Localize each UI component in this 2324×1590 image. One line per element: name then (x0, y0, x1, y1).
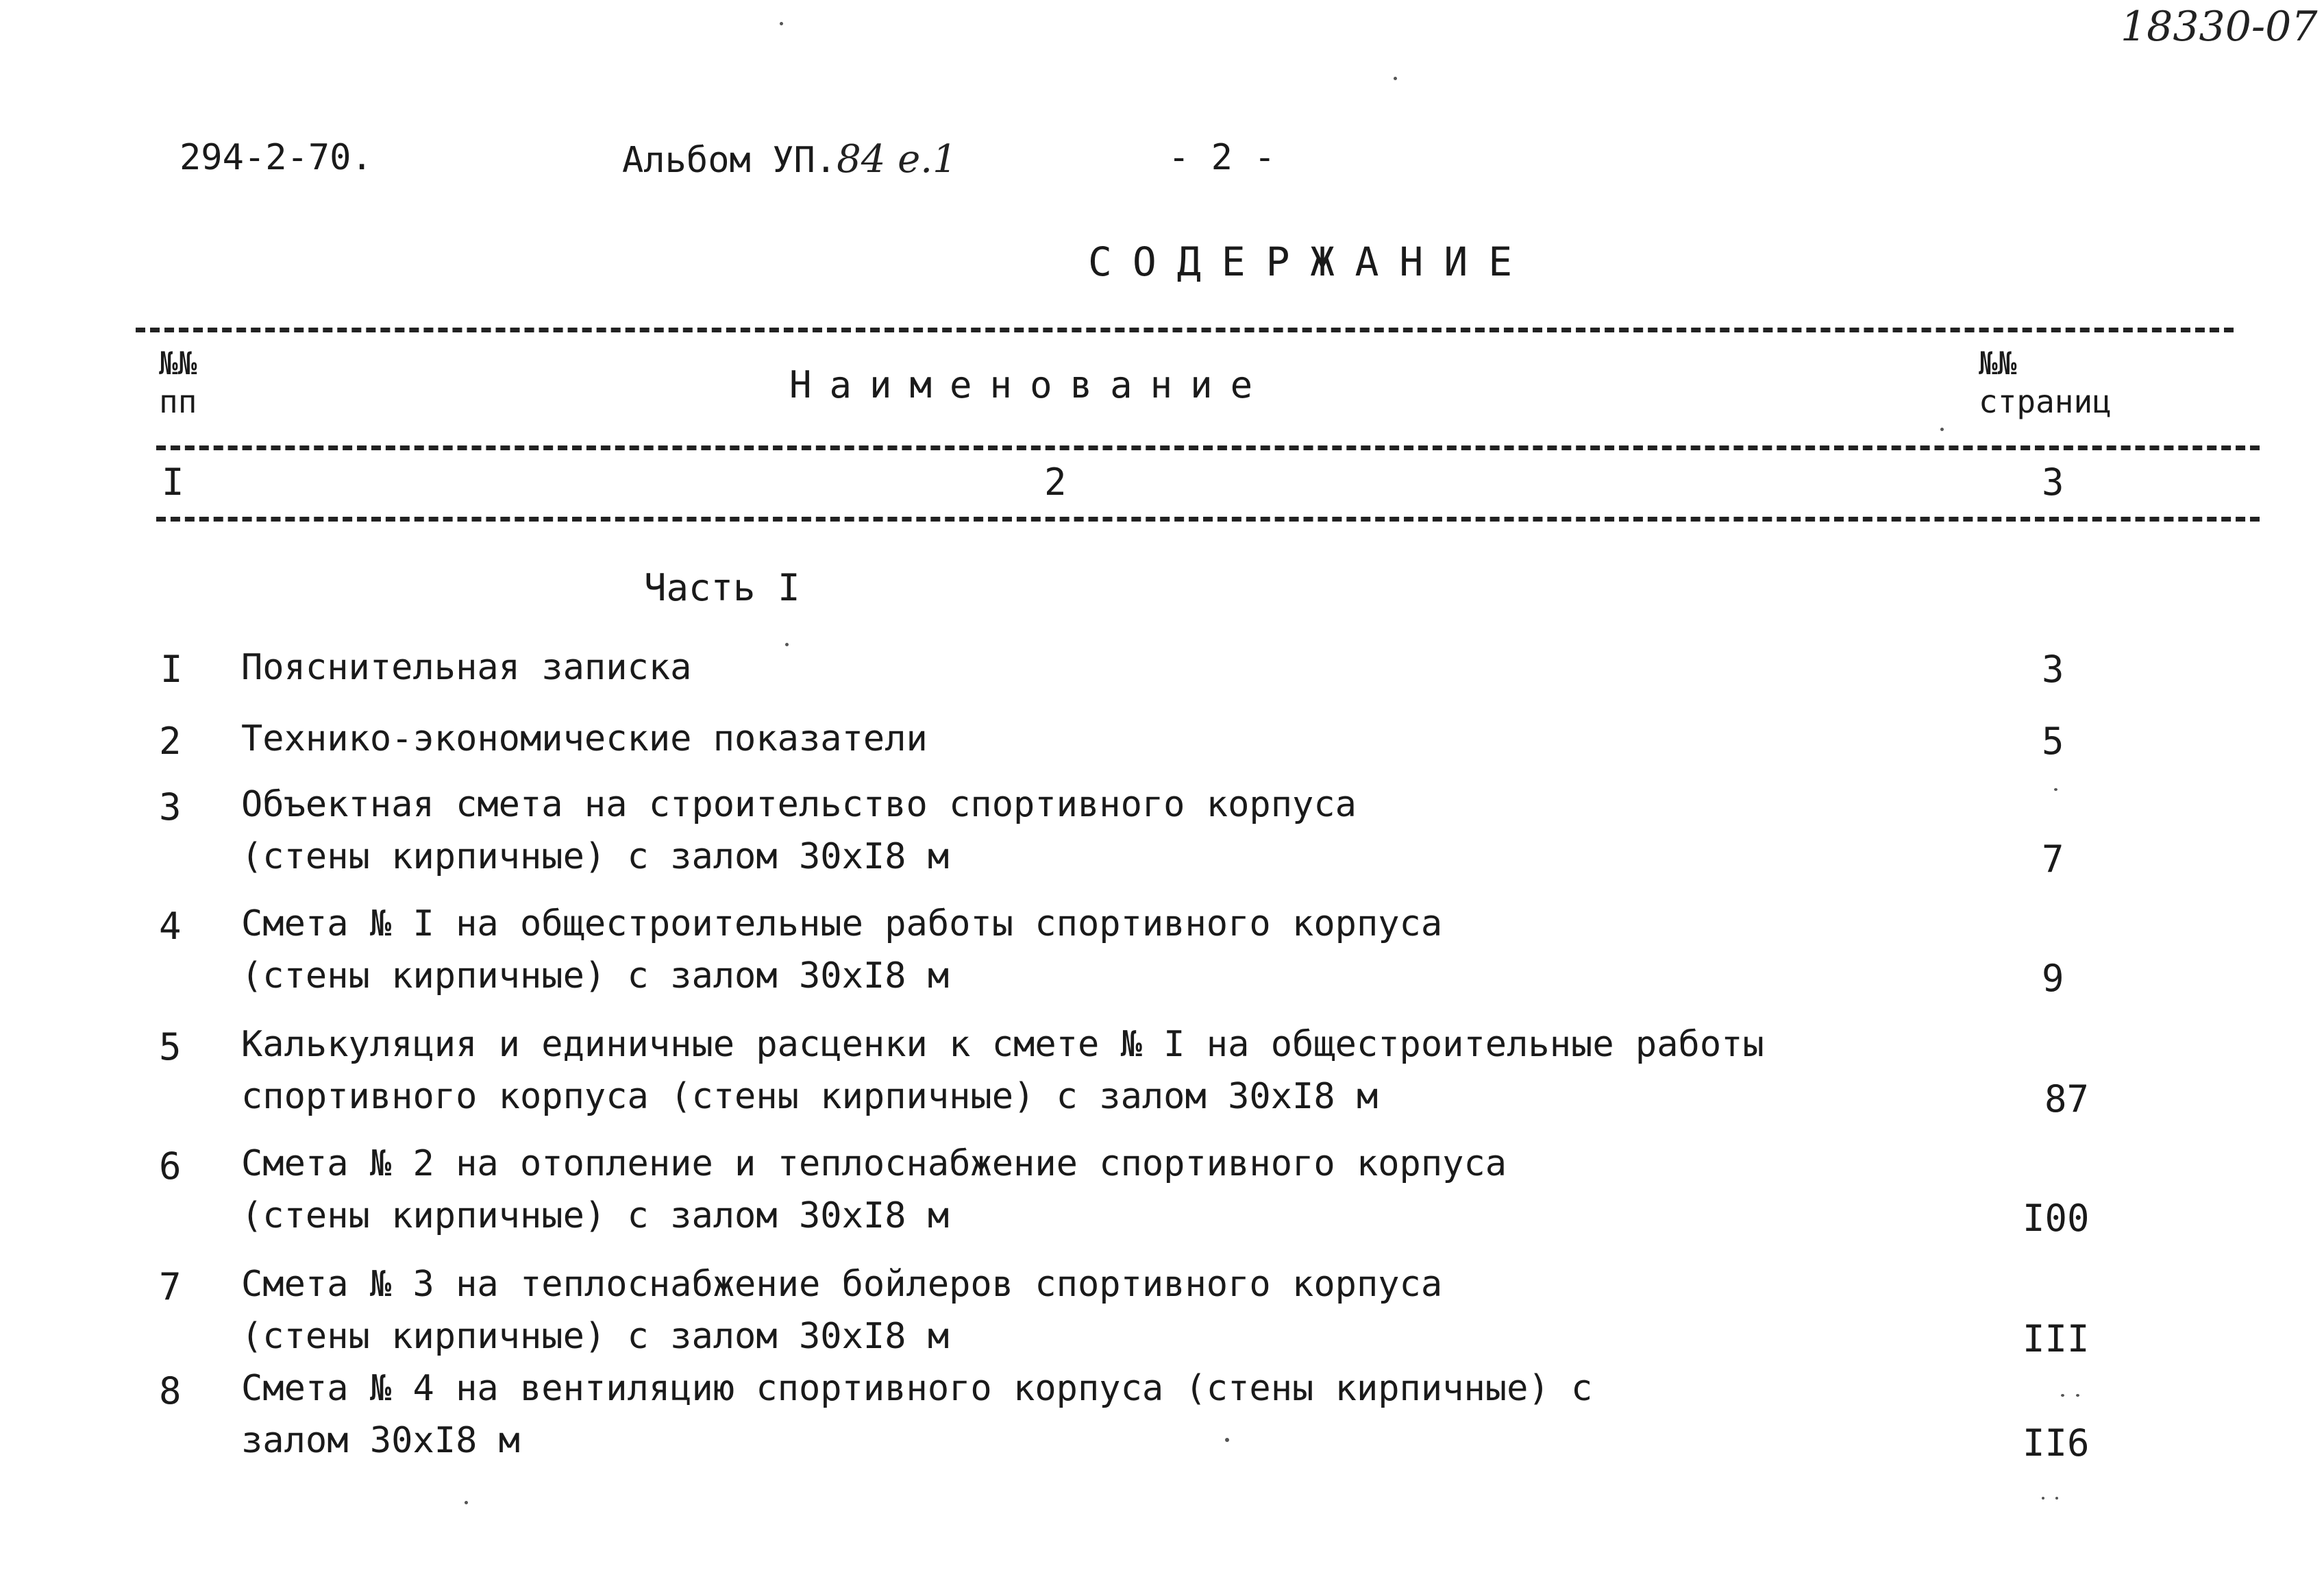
scan-speck (2055, 1497, 2058, 1500)
item-number: 6 (159, 1145, 182, 1188)
col-index-3: 3 (2042, 461, 2064, 504)
scan-speck (2054, 788, 2057, 791)
archive-stamp-number: 18330-07 (2121, 3, 2318, 51)
scan-speck (1394, 77, 1397, 80)
scan-speck (2076, 1394, 2079, 1397)
item-page: 9 (2042, 957, 2064, 1000)
item-page: 5 (2042, 720, 2064, 763)
item-title-line: Смета № I на общестроительные работы спортивного корпуса (241, 903, 1443, 944)
item-page: III (2023, 1317, 2090, 1360)
col-pages-header-line2: страниц (1979, 383, 2112, 420)
rule-bottom (156, 517, 2260, 522)
item-number: 5 (159, 1025, 182, 1068)
item-title (241, 713, 928, 765)
col-number-header-line2: пп (159, 383, 197, 420)
col-index-2: 2 (1044, 461, 1067, 504)
item-title-line: (стены кирпичные) с залом 30хI8 м (241, 1195, 950, 1236)
rule-mid (156, 445, 2260, 450)
scan-speck (1940, 428, 1944, 431)
col-number-header (159, 344, 197, 421)
col-name-header: Наименование (789, 363, 1271, 406)
col-index-1: I (162, 461, 184, 504)
col-pages-header (1979, 344, 2112, 421)
item-page: 3 (2042, 648, 2064, 691)
item-title-line: (стены кирпичные) с залом 30хI8 м (241, 955, 950, 996)
item-number: I (160, 648, 183, 691)
item-number: 8 (159, 1369, 182, 1412)
item-title-line: спортивного корпуса (стены кирпичные) с залом 30хI8 м (241, 1076, 1379, 1117)
item-title-line: залом 30хI8 м (241, 1420, 520, 1461)
item-title-line: Пояснительная записка (241, 647, 692, 688)
item-title (241, 1362, 1592, 1467)
col-pages-header-line1: №№ (1979, 345, 2017, 382)
page-number: - 2 - (1168, 137, 1276, 178)
item-title (241, 1258, 1442, 1362)
item-title-line: Объектная смета на строительство спортивного корпуса (241, 784, 1357, 825)
item-title-line: (стены кирпичные) с залом 30хI8 м (241, 1316, 950, 1357)
scan-speck (2061, 1394, 2064, 1397)
item-page: II6 (2023, 1421, 2090, 1465)
page-title: СОДЕРЖАНИЕ (1088, 238, 1533, 285)
item-number: 3 (159, 785, 182, 829)
doc-code: 294-2-70. (180, 137, 373, 178)
item-page: 7 (2042, 837, 2064, 881)
part-label: Часть I (644, 566, 800, 609)
col-number-header-line1: №№ (159, 345, 197, 382)
item-page: I00 (2023, 1197, 2090, 1240)
scan-speck (2042, 1497, 2044, 1500)
item-number: 2 (159, 720, 182, 763)
item-title-line: Смета № 4 на вентиляцию спортивного корпуса (стены кирпичные) с (241, 1368, 1593, 1409)
scan-speck (465, 1501, 468, 1504)
scan-speck (780, 22, 783, 25)
item-title (241, 779, 1357, 883)
item-title-line: Технико-экономические показатели (241, 718, 928, 759)
item-title-line: Смета № 3 на теплоснабжение бойлеров спортивного корпуса (241, 1264, 1443, 1305)
item-title (241, 898, 1442, 1002)
album-label-text: Альбом УП. (622, 140, 837, 181)
item-page: 87 (2044, 1077, 2090, 1121)
item-title-line: Калькуляция и единичные расценки к смете № I на общестроительные работы (241, 1024, 1764, 1065)
item-title (241, 641, 691, 694)
scan-speck (785, 643, 789, 646)
item-title (241, 1138, 1507, 1242)
item-title (241, 1018, 1764, 1123)
item-title-line: Смета № 2 на отопление и теплоснабжение спортивного корпуса (241, 1143, 1507, 1184)
item-number: 4 (159, 905, 182, 948)
rule-top (136, 328, 2234, 332)
album-label (622, 137, 957, 182)
album-handwritten-note: 84 е.1 (837, 137, 957, 182)
scan-speck (1225, 1438, 1229, 1442)
item-number: 7 (159, 1265, 182, 1308)
item-title-line: (стены кирпичные) с залом 30хI8 м (241, 836, 950, 877)
